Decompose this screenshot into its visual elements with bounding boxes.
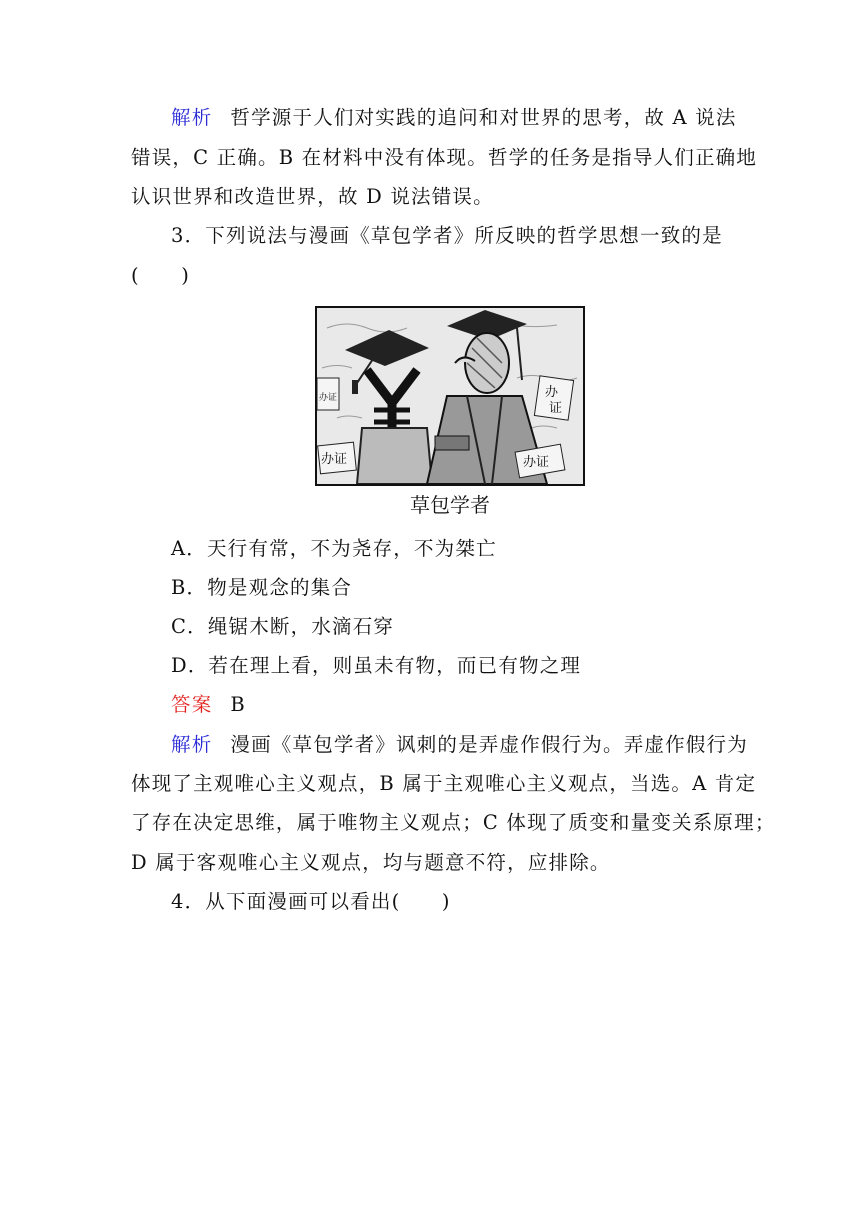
q3-option-c: C．绳锯木断，水滴石穿 xyxy=(171,615,395,638)
explanation-label: 解析 xyxy=(171,106,213,129)
sign-banzheng-bottom: 办证 xyxy=(523,455,550,470)
explanation-label-q3: 解析 xyxy=(171,733,213,756)
sign-zheng-right: 证 xyxy=(549,401,563,416)
q2-explanation-line-3: 认识世界和改造世界，故 D 说法错误。 xyxy=(131,185,494,208)
q3-explanation-line-2: 体现了主观唯心主义观点，B 属于主观唯心主义观点，当选。A 肯定 xyxy=(131,772,757,795)
q3-answer-line xyxy=(171,691,771,719)
q2-explanation-line-1 xyxy=(171,104,771,132)
q3-option-b: B．物是观念的集合 xyxy=(171,576,353,599)
yen-head-figure xyxy=(345,330,432,484)
cartoon-caption: 草包学者 xyxy=(410,493,490,517)
q3-explanation-line-3: 了存在决定思维，属于唯物主义观点；C 体现了质变和量变关系原理； xyxy=(131,811,776,834)
sign-banzheng-left: 办证 xyxy=(321,452,348,467)
q3-stem-blank: ( ) xyxy=(131,264,191,287)
answer-label: 答案 xyxy=(171,693,213,716)
q3-explanation-line-4: D 属于客观唯心主义观点，均与题意不符，应排除。 xyxy=(131,851,611,874)
sign-ban-right: 办 xyxy=(545,385,559,400)
q2-explanation-line-2: 错误，C 正确。B 在材料中没有体现。哲学的任务是指导人们正确地 xyxy=(131,146,758,169)
q3-explanation-text-1: 漫画《草包学者》讽刺的是弄虚作假行为。弄虚作假行为 xyxy=(230,733,748,756)
q3-option-d: D．若在理上看，则虽未有物，而已有物之理 xyxy=(171,654,582,677)
q3-stem: 3．下列说法与漫画《草包学者》所反映的哲学思想一致的是 xyxy=(171,224,723,247)
q2-explanation-text-1: 哲学源于人们对实践的追问和对世界的思考，故 A 说法 xyxy=(230,106,737,129)
q4-stem: 4．从下面漫画可以看出( ) xyxy=(171,890,451,913)
q3-explanation-line-1 xyxy=(171,731,771,759)
sign-banzheng-edge: 办证 xyxy=(319,393,338,403)
q3-answer: B xyxy=(230,693,246,716)
q3-option-a: A．天行有常，不为尧存，不为桀亡 xyxy=(171,537,497,560)
cartoon-image xyxy=(315,306,585,486)
